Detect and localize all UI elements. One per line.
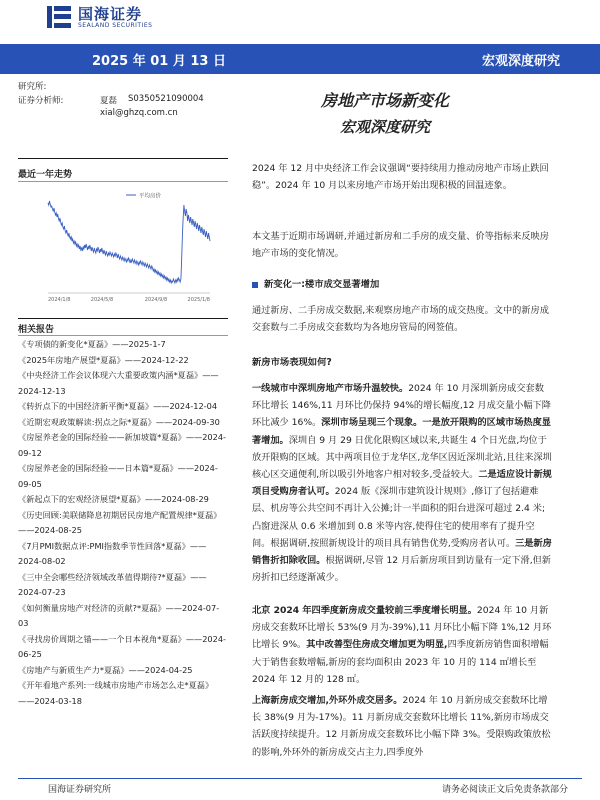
footer-left: 国海证券研究所 [48, 785, 112, 795]
divider [18, 335, 228, 336]
related-heading: 相关报告 [18, 325, 55, 335]
body-text: 深圳自 9 月 29 日优化限购区域以来,共诞生 4 个日光盘,均位于放开限购的区域。其中两项目位于龙华区,龙华区因近深圳北站,且往来深圳核心区交通便利,所以吸引外地客户相对较多,受益较大。 [252, 434, 552, 481]
bold-text: 二是适应设计新规项目受购房者认可。 [252, 469, 552, 498]
section-heading [252, 276, 379, 290]
related-report-item[interactable]: 《开年看地产系列:一线城市房地产市场怎么走*夏磊》——2024-03-18 [18, 680, 214, 706]
body-text: 2024 年 10 月深圳新房成交套数环比增长 146%,11 月环比仍保持 94%的增长幅度,12 月成交量小幅下降环比减少 16%。 [252, 383, 551, 429]
logo-text-en: SEALAND SECURITIES [78, 21, 153, 29]
related-report-item[interactable]: 《新起点下的宏观经济展望*夏磊》——2024-08-29 [18, 494, 209, 504]
intro-paragraph-2: 本文基于近期市场调研,并通过新房和二手房的成交量、价等指标来反映房地产市场的变化情况。 [252, 231, 549, 260]
page-subtitle: 宏观深度研究 [339, 118, 430, 136]
trend-series-line [48, 201, 210, 283]
page-title: 房地产市场新变化 [320, 91, 449, 110]
divider [18, 318, 228, 319]
related-report-item[interactable]: 《专项债的新变化*夏磊》——2025-1-7 [18, 339, 166, 349]
logo-icon [46, 4, 72, 30]
related-report-item[interactable]: 《转折点下的中国经济新平衡*夏磊》——2024-12-04 [18, 401, 218, 411]
trend-heading: 最近一年走势 [18, 170, 73, 180]
report-date: 2025 年 01 月 13 日 [92, 54, 226, 69]
bold-text: 深圳市场呈现三个现象。一是放开限购的区域市场热度显著增加。 [252, 417, 551, 446]
analyst-code: S0350521090004 [128, 94, 204, 104]
shanghai-paragraph [252, 692, 552, 761]
bold-text: 其中改善型住房成交增加更为明显, [306, 639, 448, 651]
divider [18, 158, 228, 159]
related-report-item[interactable]: 《房地产与新质生产力*夏磊》——2024-04-25 [18, 664, 193, 675]
x-tick-label: 2025/1/8 [187, 297, 210, 303]
divider [18, 181, 228, 182]
body-text: 2024 版《深圳市建筑设计规则》,修订了包括避难层、机房等公共空间不再计入公摊;计一半面积的阳台进深可超过 2.4 米;凸窗进深从 0.6 米增加到 0.8 米等内容,使得住宅的使用率有了提升空间。根据调研,按照新规设计的项目具有销售优势,受购房者认可。 [252, 486, 546, 549]
page-footer [18, 778, 582, 795]
logo-text-cn: 国海证券 [78, 4, 143, 23]
related-report-item[interactable]: 《寻找房价周期之锚——一个日本视角*夏磊》——2024-06-25 [18, 633, 227, 659]
related-report-item[interactable]: 《历史回顾:美联储降息初期居民房地产配置规律*夏磊》——2024-08-25 [18, 509, 222, 535]
body-text: 四季度新房销售面积增幅大于销售套数增幅,新房的套均面积由 2023 年 10 月的 114 ㎡增长至 2024 年 12 月的 128 ㎡。 [252, 639, 549, 685]
x-tick-label: 2024/5/8 [90, 297, 114, 303]
section-heading-text: 新变化一:楼市成交显著增加 [264, 279, 380, 290]
x-tick-label: 2024/9/8 [144, 297, 168, 303]
brand-logo [46, 4, 152, 30]
x-tick-label: 2024/1/8 [48, 297, 71, 303]
header-bar [0, 44, 600, 74]
beijing-paragraph [252, 602, 552, 688]
trend-chart [24, 183, 220, 308]
footer-right: 请务必阅读正文后免责条款部分 [441, 785, 568, 795]
report-type: 宏观深度研究 [481, 54, 560, 69]
related-reports-list [18, 337, 226, 709]
bold-text: 上海新房成交增加,外环外成交居多。 [252, 695, 403, 706]
section-paragraph: 通过新房、二手房成交数据,来观察房地产市场的成交热度。文中的新房成交套数与二手房成交套数均为各地房管局的网签值。 [252, 305, 549, 334]
analyst-label: 证券分析师: [18, 96, 64, 106]
related-report-item[interactable]: 《房屋养老金的国际经验——日本篇*夏磊》——2024-09-05 [18, 463, 218, 489]
bold-text: 三是新房销售折扣除收回。 [252, 537, 552, 567]
analyst-email[interactable]: xial@ghzq.com.cn [100, 108, 178, 118]
related-report-item[interactable]: 《三中全会哪些经济领域改革值得期待?*夏磊》——2024-07-23 [18, 571, 207, 597]
related-report-item[interactable]: 《7月PMI数据点评:PMI指数季节性回落*夏磊》——2024-08-02 [18, 540, 207, 566]
bold-text: 北京 2024 年四季度新房成交量较前三季度增长明显。 [252, 605, 477, 616]
bold-text: 一线城市中深圳房地产市场升温较快。 [252, 383, 409, 394]
intro-paragraph-1: 2024 年 12 月中央经济工作会议强调“要持续用力推动房地产市场止跌回稳”。2024 年 10 月以来房地产市场开始出现积极的回温迹象。 [252, 163, 549, 192]
shenzhen-paragraph [252, 380, 552, 586]
legend-label: 平均房价 [139, 193, 162, 200]
related-report-item[interactable]: 《如何衡量房地产对经济的贡献?*夏磊》——2024-07-03 [18, 602, 220, 628]
analyst-name: 夏磊 [100, 96, 118, 106]
related-report-item[interactable]: 《中央经济工作会议体现六大重要政策内涵*夏磊》——2024-12-13 [18, 370, 219, 396]
subsection-heading: 新房市场表现如何? [252, 357, 332, 368]
related-report-item[interactable]: 《2025年房地产展望*夏磊》——2024-12-22 [18, 354, 189, 365]
related-report-item[interactable]: 《近期宏观政策解读:拐点之际*夏磊》——2024-09-30 [18, 416, 220, 427]
institute-label: 研究所: [18, 82, 47, 92]
body-text: 根据调研,尽管 12 月后新房项目到访量有一定下滑,但新房折扣已经逐渐减少。 [252, 555, 551, 584]
body-text: 2024 年 10 月新房成交套数环比增长 53%(9 月为-39%),11 月环比小幅下降 1%,12 月环比增长 9%。 [252, 605, 552, 651]
body-text: 2024 年 10 月新房成交套数环比增长 38%(9 月为-17%)。11 月新房成交套数环比增长 11%,新房市场成交活跃度持续提升。12 月新房成交套数环比小幅下降 3%。受限购政策放松的影响,外环外的新房成交占主力,四季度外 [252, 695, 551, 758]
section-bullet-icon [252, 282, 258, 288]
related-report-item[interactable]: 《房屋养老金的国际经验——新加坡篇*夏磊》——2024-09-12 [18, 432, 227, 458]
